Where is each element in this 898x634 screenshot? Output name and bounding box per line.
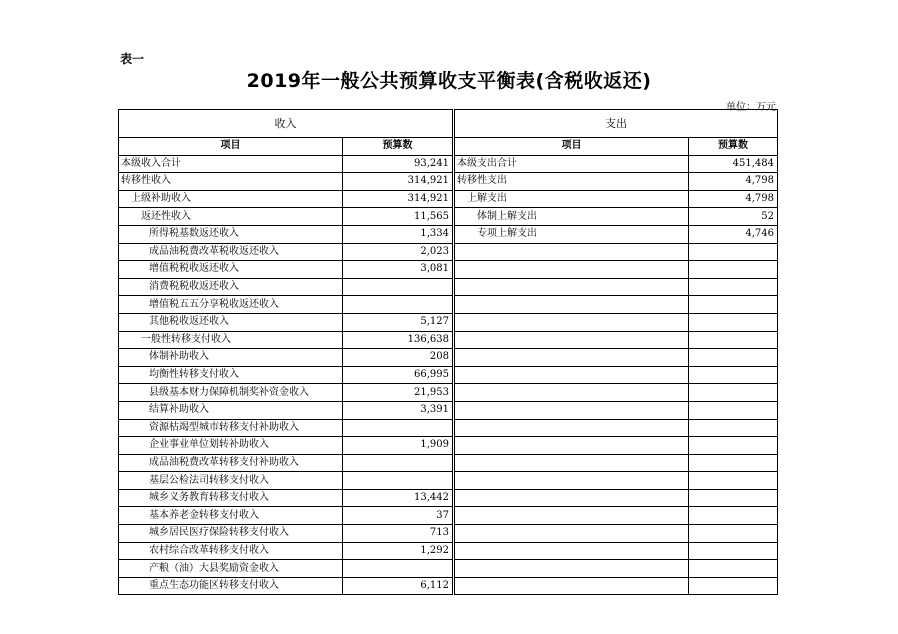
expense-item-cell: 专项上解支出	[455, 225, 689, 243]
expense-item-cell	[455, 261, 689, 279]
expense-item-cell	[455, 384, 689, 402]
expense-item-cell	[455, 296, 689, 314]
table-row	[119, 437, 778, 455]
income-item-cell: 农村综合改革转移支付收入	[119, 542, 343, 560]
income-item-cell: 成品油税费改革转移支付补助收入	[119, 454, 343, 472]
table-row	[119, 384, 778, 402]
income-budget-cell: 5,127	[343, 313, 453, 331]
income-item-cell: 本级收入合计	[119, 155, 343, 173]
expense-item-cell: 上解支出	[455, 190, 689, 208]
table-row	[119, 366, 778, 384]
table-row	[119, 208, 778, 226]
income-item-cell: 消费税税收返还收入	[119, 278, 343, 296]
column-header-row	[119, 138, 778, 156]
income-item-cell: 结算补助收入	[119, 401, 343, 419]
table-row	[119, 225, 778, 243]
income-item-cell: 其他税收返还收入	[119, 313, 343, 331]
income-budget-cell: 314,921	[343, 190, 453, 208]
income-budget-cell: 66,995	[343, 366, 453, 384]
income-item-cell: 资源枯竭型城市转移支付补助收入	[119, 419, 343, 437]
table-row	[119, 155, 778, 173]
expense-item-cell	[455, 331, 689, 349]
expense-section-header: 支出	[455, 110, 778, 138]
expense-budget-cell	[689, 560, 778, 578]
income-budget-cell: 93,241	[343, 155, 453, 173]
income-item-column-header: 项目	[119, 138, 343, 156]
expense-item-cell	[455, 507, 689, 525]
expense-budget-cell	[689, 525, 778, 543]
expense-budget-cell	[689, 437, 778, 455]
expense-item-cell	[455, 349, 689, 367]
income-budget-cell: 1,334	[343, 225, 453, 243]
income-budget-cell	[343, 454, 453, 472]
table-row	[119, 278, 778, 296]
income-item-cell: 一般性转移支付收入	[119, 331, 343, 349]
expense-budget-cell: 52	[689, 208, 778, 226]
income-item-cell: 城乡义务教育转移支付收入	[119, 489, 343, 507]
table-row	[119, 401, 778, 419]
income-budget-cell: 6,112	[343, 577, 453, 595]
expense-budget-cell	[689, 507, 778, 525]
expense-budget-cell	[689, 261, 778, 279]
expense-item-cell	[455, 278, 689, 296]
unit-label: 单位：万元	[726, 102, 776, 113]
table-row	[119, 419, 778, 437]
table-row	[119, 507, 778, 525]
income-item-cell: 重点生态功能区转移支付收入	[119, 577, 343, 595]
table-row	[119, 261, 778, 279]
expense-budget-cell	[689, 313, 778, 331]
expense-budget-cell	[689, 489, 778, 507]
expense-item-cell: 本级支出合计	[455, 155, 689, 173]
budget-balance-table	[118, 109, 778, 595]
income-item-cell: 县级基本财力保障机制奖补资金收入	[119, 384, 343, 402]
expense-budget-cell	[689, 577, 778, 595]
income-item-cell: 产粮（油）大县奖励资金收入	[119, 560, 343, 578]
expense-item-cell	[455, 542, 689, 560]
table-number-label: 表一	[120, 52, 145, 66]
income-budget-cell	[343, 419, 453, 437]
table-row	[119, 243, 778, 261]
expense-item-cell	[455, 489, 689, 507]
table-row	[119, 313, 778, 331]
expense-item-cell: 转移性支出	[455, 173, 689, 191]
expense-item-column-header: 项目	[455, 138, 689, 156]
income-item-cell: 增值税税收返还收入	[119, 261, 343, 279]
income-budget-cell: 13,442	[343, 489, 453, 507]
table-row	[119, 190, 778, 208]
income-item-cell: 转移性收入	[119, 173, 343, 191]
income-budget-cell	[343, 278, 453, 296]
income-budget-cell: 3,391	[343, 401, 453, 419]
table-row	[119, 542, 778, 560]
expense-budget-cell: 4,798	[689, 173, 778, 191]
income-item-cell: 企业事业单位划转补助收入	[119, 437, 343, 455]
table-row	[119, 454, 778, 472]
table-row	[119, 577, 778, 595]
expense-budget-cell	[689, 349, 778, 367]
income-budget-cell: 136,638	[343, 331, 453, 349]
table-row	[119, 560, 778, 578]
income-budget-cell: 314,921	[343, 173, 453, 191]
expense-item-cell	[455, 313, 689, 331]
income-item-cell: 上级补助收入	[119, 190, 343, 208]
expense-budget-cell: 4,798	[689, 190, 778, 208]
income-item-cell: 增值税五五分享税收返还收入	[119, 296, 343, 314]
expense-item-cell	[455, 577, 689, 595]
expense-budget-cell	[689, 331, 778, 349]
income-budget-cell	[343, 296, 453, 314]
expense-budget-cell	[689, 542, 778, 560]
income-item-cell: 成品油税费改革税收返还收入	[119, 243, 343, 261]
table-row	[119, 173, 778, 191]
expense-budget-cell	[689, 454, 778, 472]
income-budget-cell	[343, 472, 453, 490]
expense-item-cell	[455, 419, 689, 437]
income-budget-column-header: 预算数	[343, 138, 453, 156]
table-row	[119, 349, 778, 367]
expense-item-cell	[455, 437, 689, 455]
expense-item-cell	[455, 560, 689, 578]
expense-budget-cell	[689, 243, 778, 261]
income-budget-cell: 1,292	[343, 542, 453, 560]
income-budget-cell: 3,081	[343, 261, 453, 279]
table-row	[119, 525, 778, 543]
expense-item-cell	[455, 472, 689, 490]
table-row	[119, 296, 778, 314]
expense-budget-cell	[689, 472, 778, 490]
income-item-cell: 基本养老金转移支付收入	[119, 507, 343, 525]
expense-item-cell: 体制上解支出	[455, 208, 689, 226]
income-item-cell: 返还性收入	[119, 208, 343, 226]
income-budget-cell: 37	[343, 507, 453, 525]
income-budget-cell	[343, 560, 453, 578]
expense-item-cell	[455, 454, 689, 472]
income-budget-cell: 21,953	[343, 384, 453, 402]
income-item-cell: 城乡居民医疗保险转移支付收入	[119, 525, 343, 543]
table-row	[119, 331, 778, 349]
expense-item-cell	[455, 401, 689, 419]
expense-budget-cell: 4,746	[689, 225, 778, 243]
expense-budget-cell	[689, 366, 778, 384]
income-item-cell: 体制补助收入	[119, 349, 343, 367]
income-section-header: 收入	[119, 110, 453, 138]
expense-item-cell	[455, 366, 689, 384]
expense-budget-cell	[689, 401, 778, 419]
expense-budget-cell: 451,484	[689, 155, 778, 173]
table-row	[119, 489, 778, 507]
income-budget-cell: 713	[343, 525, 453, 543]
expense-budget-column-header: 预算数	[689, 138, 778, 156]
income-budget-cell: 208	[343, 349, 453, 367]
table-row	[119, 472, 778, 490]
expense-item-cell	[455, 525, 689, 543]
expense-item-cell	[455, 243, 689, 261]
expense-budget-cell	[689, 278, 778, 296]
section-header-row	[119, 110, 778, 138]
expense-budget-cell	[689, 419, 778, 437]
income-item-cell: 基层公检法司转移支付收入	[119, 472, 343, 490]
income-budget-cell: 2,023	[343, 243, 453, 261]
income-item-cell: 均衡性转移支付收入	[119, 366, 343, 384]
income-budget-cell: 11,565	[343, 208, 453, 226]
income-budget-cell: 1,909	[343, 437, 453, 455]
expense-budget-cell	[689, 384, 778, 402]
expense-budget-cell	[689, 296, 778, 314]
page-title: 2019年一般公共预算收支平衡表(含税收返还)	[246, 70, 652, 92]
income-item-cell: 所得税基数返还收入	[119, 225, 343, 243]
